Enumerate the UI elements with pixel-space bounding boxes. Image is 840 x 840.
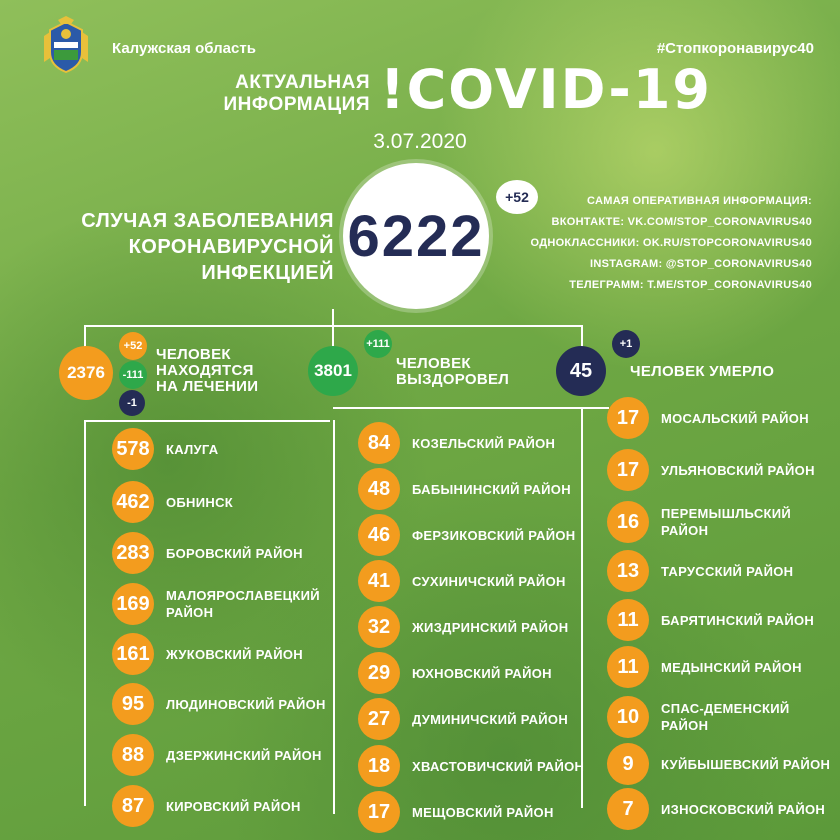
list-item [607, 744, 830, 784]
list-item [358, 469, 571, 509]
district-count: 17 [607, 449, 649, 491]
district-count: 10 [607, 696, 649, 738]
district-count: 161 [112, 633, 154, 675]
actual-info-heading [222, 72, 370, 116]
district-count: 95 [112, 683, 154, 725]
district-count: 17 [607, 397, 649, 439]
treatment-label-line-1: ЧЕЛОВЕК [156, 346, 231, 363]
total-cases-value: 6222 [347, 203, 485, 269]
region-emblem-icon [44, 16, 88, 74]
treatment-delta-died: -1 [119, 390, 145, 416]
district-count: 13 [607, 550, 649, 592]
died-circle [556, 346, 606, 396]
treatment-delta-recovered: -111 [119, 361, 147, 389]
info-line-2: ВКОНТАКТЕ: VK.COM/STOP_CORONAVIRUS40 [551, 216, 812, 228]
list-item [607, 398, 809, 438]
connector-right-top [333, 407, 609, 409]
list-item [607, 502, 801, 542]
district-count: 169 [112, 583, 154, 625]
district-name: КАЛУГА [166, 441, 219, 457]
district-count: 283 [112, 532, 154, 574]
district-count: 29 [358, 652, 400, 694]
district-name: БОРОВСКИЙ РАЙОН [166, 545, 303, 561]
list-item [607, 697, 801, 737]
district-count: 18 [358, 745, 400, 787]
list-item [112, 533, 303, 573]
district-name: КИРОВСКИЙ РАЙОН [166, 798, 301, 814]
district-count: 84 [358, 422, 400, 464]
list-item [358, 607, 568, 647]
district-name: ЖУКОВСКИЙ РАЙОН [166, 646, 303, 662]
died-label: ЧЕЛОВЕК УМЕРЛО [630, 363, 775, 380]
district-count: 88 [112, 734, 154, 776]
died-delta: +1 [612, 330, 640, 358]
district-name: УЛЬЯНОВСКИЙ РАЙОН [661, 462, 815, 478]
connector-left-vertical [84, 420, 86, 806]
district-count: 11 [607, 646, 649, 688]
district-count: 578 [112, 428, 154, 470]
died-value: 45 [569, 359, 593, 382]
list-item [607, 789, 825, 829]
treatment-label [156, 347, 258, 395]
region-name: Калужская область [112, 40, 256, 57]
total-cases-circle [343, 163, 489, 309]
district-count: 9 [607, 743, 649, 785]
list-item [607, 450, 815, 490]
recovered-label-line-2: ВЫЗДОРОВЕЛ [396, 371, 510, 388]
list-item [607, 551, 793, 591]
list-item [112, 634, 303, 674]
info-line-3: ОДНОКЛАССНИКИ: OK.RU/STOPCORONAVIRUS40 [530, 237, 812, 249]
treatment-delta-plus: +52 [119, 332, 147, 360]
district-name: СУХИНИЧСКИЙ РАЙОН [412, 573, 566, 589]
district-count: 27 [358, 698, 400, 740]
recovered-label-line-1: ЧЕЛОВЕК [396, 355, 471, 372]
treatment-label-line-2: НАХОДЯТСЯ [156, 362, 254, 379]
recovered-label [396, 356, 509, 388]
actual-line-1: АКТУАЛЬНАЯ [235, 72, 370, 93]
treatment-label-line-3: НА ЛЕЧЕНИИ [156, 378, 259, 395]
total-cases-label [20, 208, 334, 286]
district-count: 41 [358, 560, 400, 602]
list-item [112, 584, 326, 624]
district-name: ФЕРЗИКОВСКИЙ РАЙОН [412, 527, 576, 543]
district-name: ПЕРЕМЫШЛЬСКИЙ РАЙОН [661, 506, 792, 538]
district-count: 46 [358, 514, 400, 556]
district-name: БАРЯТИНСКИЙ РАЙОН [661, 612, 815, 628]
recovered-value: 3801 [314, 361, 352, 380]
district-name: ЖИЗДРИНСКИЙ РАЙОН [412, 619, 569, 635]
treatment-value: 2376 [67, 363, 105, 382]
recovered-delta: +111 [364, 330, 392, 358]
district-name: МЕЩОВСКИЙ РАЙОН [412, 804, 554, 820]
list-item [112, 735, 322, 775]
list-item [358, 423, 555, 463]
district-count: 16 [607, 501, 649, 543]
total-cases-delta: +52 [496, 180, 538, 214]
info-links [530, 191, 812, 296]
district-count: 17 [358, 791, 400, 833]
list-item [358, 561, 566, 601]
district-name: КОЗЕЛЬСКИЙ РАЙОН [412, 435, 556, 451]
district-name: МАЛОЯРОСЛАВЕЦКИЙ РАЙОН [166, 588, 320, 620]
district-name: МОСАЛЬСКИЙ РАЙОН [661, 410, 809, 426]
district-name: БАБЫНИНСКИЙ РАЙОН [412, 481, 571, 497]
district-name: ЮХНОВСКИЙ РАЙОН [412, 665, 552, 681]
district-name: СПАС-ДЕМЕНСКИЙ РАЙОН [661, 701, 790, 733]
district-name: ТАРУССКИЙ РАЙОН [661, 563, 794, 579]
district-name: МЕДЫНСКИЙ РАЙОН [661, 659, 802, 675]
list-item [112, 786, 301, 826]
connector-middle-vertical [333, 420, 335, 814]
list-item [358, 699, 568, 739]
treatment-circle [59, 346, 113, 400]
list-item [112, 429, 218, 469]
connector-top-center-drop [332, 309, 334, 347]
connector-top-right-drop [581, 325, 583, 347]
district-count: 7 [607, 788, 649, 830]
district-name: ДУМИНИЧСКИЙ РАЙОН [412, 711, 569, 727]
district-count: 32 [358, 606, 400, 648]
list-item [112, 482, 233, 522]
connector-left-top [84, 420, 330, 422]
list-item [358, 653, 552, 693]
district-count: 87 [112, 785, 154, 827]
recovered-circle [308, 346, 358, 396]
actual-line-2: ИНФОРМАЦИЯ [223, 94, 370, 115]
connector-top-left-drop [84, 325, 86, 347]
list-item [607, 647, 802, 687]
report-date: 3.07.2020 [373, 130, 467, 153]
info-line-4: INSTAGRAM: @STOP_CORONAVIRUS40 [589, 258, 812, 270]
hashtag: #Стопкоронавирус40 [656, 40, 814, 57]
list-item [358, 746, 584, 786]
info-line-5: ТЕЛЕГРАММ: T.ME/STOP_CORONAVIRUS40 [569, 279, 812, 291]
list-item [358, 515, 575, 555]
list-item [112, 684, 326, 724]
district-name: КУЙБЫШЕВСКИЙ РАЙОН [661, 756, 831, 772]
district-count: 11 [607, 599, 649, 641]
list-item [607, 600, 814, 640]
list-item [358, 792, 554, 832]
district-count: 48 [358, 468, 400, 510]
district-name: ЛЮДИНОВСКИЙ РАЙОН [166, 696, 326, 712]
district-count: 462 [112, 481, 154, 523]
total-label-line-1: СЛУЧАЯ ЗАБОЛЕВАНИЯ [81, 210, 334, 232]
info-line-1: САМАЯ ОПЕРАТИВНАЯ ИНФОРМАЦИЯ: [587, 195, 812, 207]
district-name: ОБНИНСК [166, 494, 233, 510]
district-name: ДЗЕРЖИНСКИЙ РАЙОН [166, 747, 322, 763]
total-label-line-2: КОРОНАВИРУСНОЙ ИНФЕКЦИЕЙ [128, 236, 334, 284]
district-name: ХВАСТОВИЧСКИЙ РАЙОН [412, 758, 585, 774]
covid-title: !COVID-19 [380, 58, 712, 121]
district-name: ИЗНОСКОВСКИЙ РАЙОН [661, 801, 826, 817]
